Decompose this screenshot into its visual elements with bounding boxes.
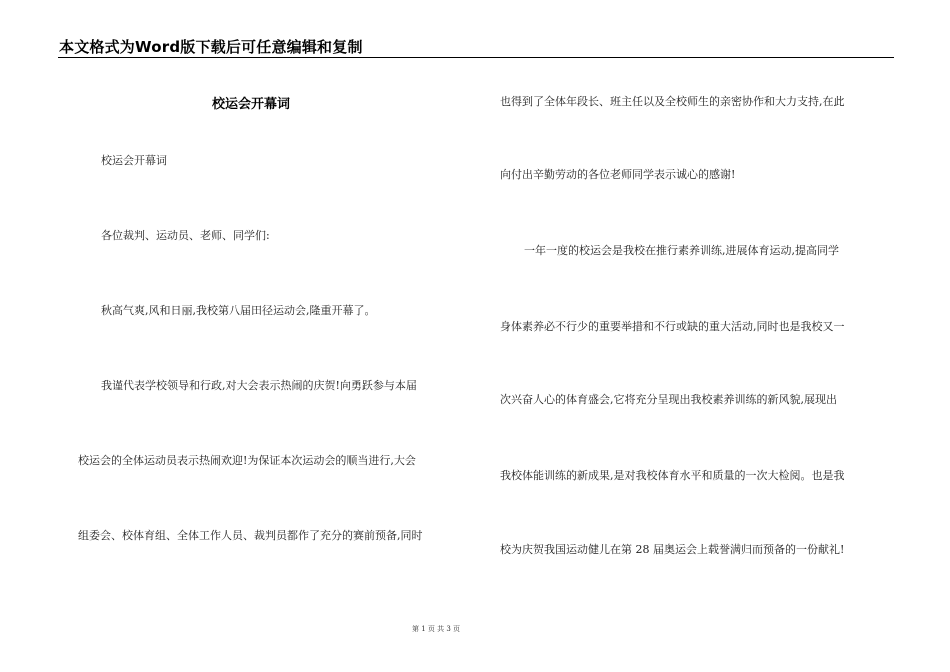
paragraph-line: 校运会的全体运动员表示热闹欢迎!为保证本次运动会的顺当进行,大会 [78,454,416,467]
page-indicator: 第 1 页 共 3 页 [412,625,461,633]
document-banner: 本文格式为Word版下载后可任意编辑和复制 [59,38,363,56]
paragraph-line: 身体素养必不行少的重要举措和不行或缺的重大活动,同时也是我校又一 [500,320,845,333]
page-title: 校运会开幕词 [212,97,291,112]
paragraph-line: 校为庆贺我国运动健儿在第 28 届奥运会上载誉满归而预备的一份献礼! [500,543,845,556]
paragraph-line: 各位裁判、运动员、老师、同学们: [101,229,270,242]
paragraph-line: 校运会开幕词 [101,154,167,167]
paragraph-line: 我谨代表学校领导和行政,对大会表示热闹的庆贺!向勇跃参与本届 [101,379,417,392]
paragraph-line: 也得到了全体年段长、班主任以及全校师生的亲密协作和大力支持,在此 [500,95,845,108]
paragraph-line: 向付出辛勤劳动的各位老师同学表示诚心的感谢! [500,168,736,181]
paragraph-line: 我校体能训练的新成果,是对我校体育水平和质量的一次大检阅。也是我 [500,469,845,482]
header-divider [58,57,894,58]
paragraph-line: 秋高气爽,风和日丽,我校第八届田径运动会,隆重开幕了。 [101,304,376,317]
paragraph-line: 次兴奋人心的体育盛会,它将充分呈现出我校素养训练的新风貌,展现出 [500,393,837,406]
paragraph-line: 组委会、校体育组、全体工作人员、裁判员都作了充分的赛前预备,同时 [78,529,423,542]
paragraph-line: 一年一度的校运会是我校在推行素养训练,进展体育运动,提高同学 [524,244,839,257]
